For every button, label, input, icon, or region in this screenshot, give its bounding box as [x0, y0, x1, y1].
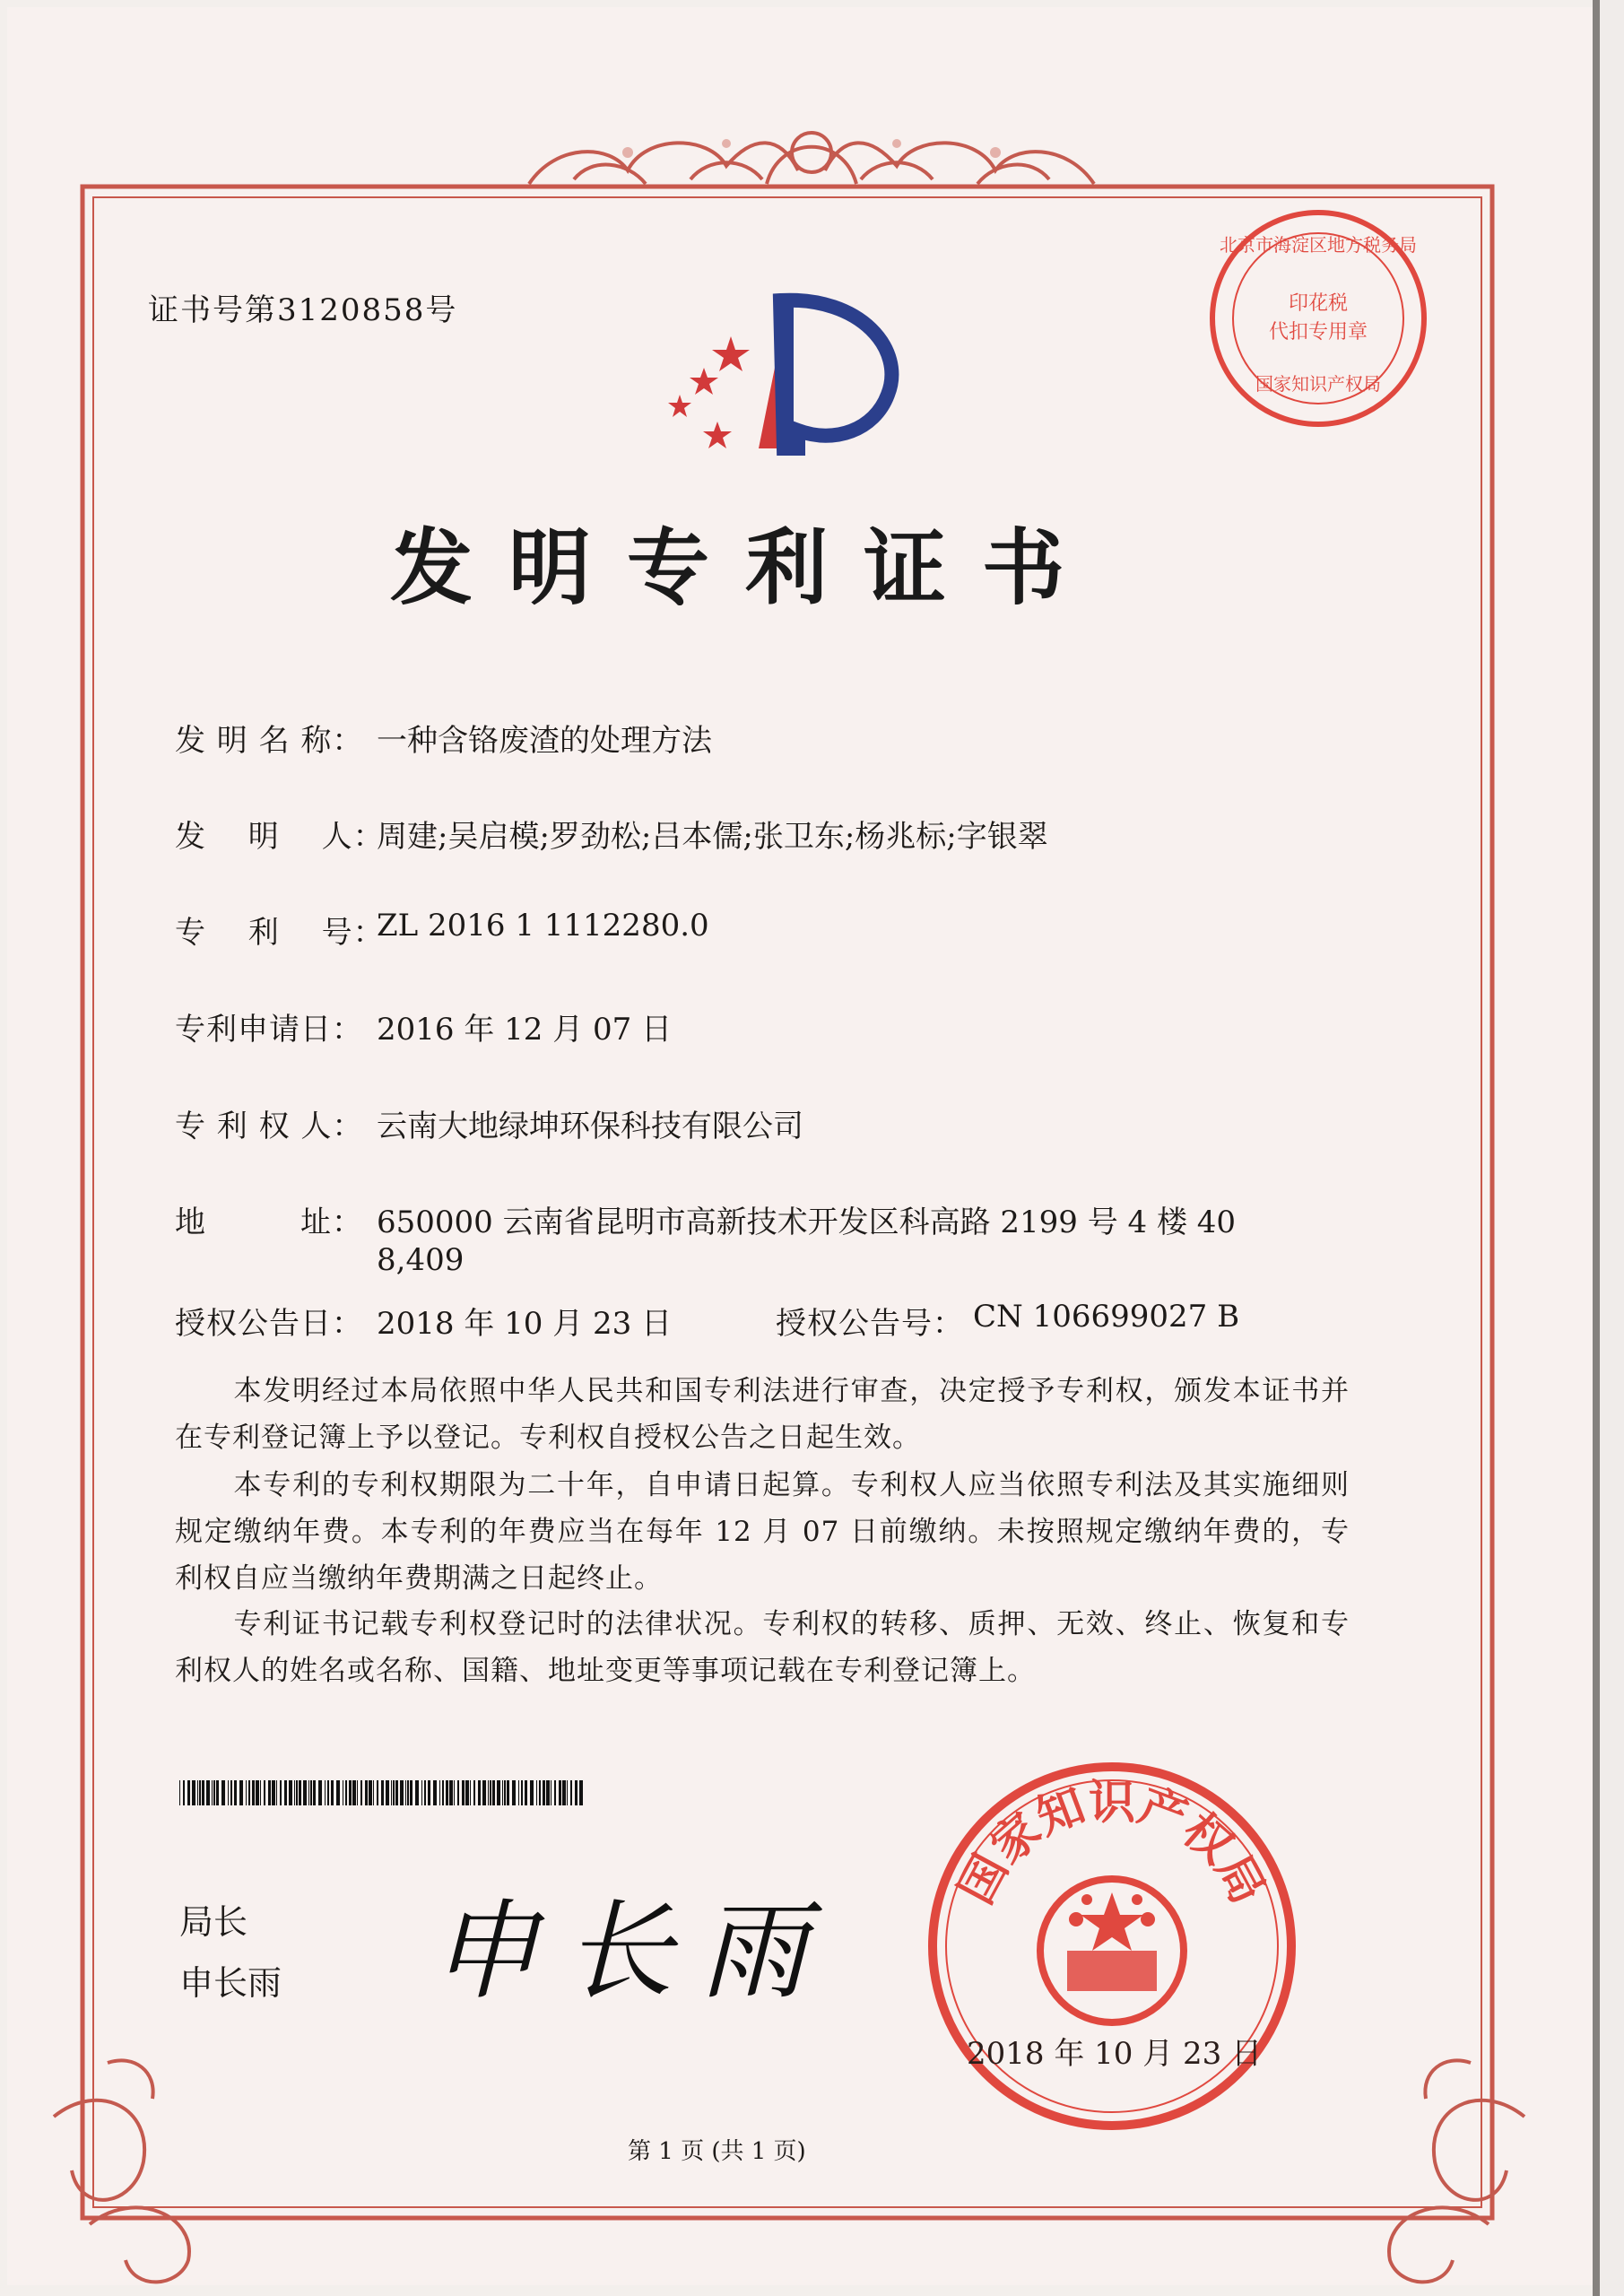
- invention-name-value: 一种含铬废渣的处理方法: [377, 723, 712, 759]
- tax-stamp-outer-text: 北京市海淀区地方税务局: [1220, 234, 1417, 256]
- seal-date: 2018 年 10 月 23 日: [967, 2036, 1263, 2072]
- grant-date-value: 2018 年 10 月 23 日: [377, 1306, 673, 1342]
- grant-number-label: 授权公告号：: [776, 1306, 964, 1342]
- national-emblem-icon: [1040, 1879, 1184, 2022]
- page-footer: 第 1 页 (共 1 页): [628, 2138, 806, 2165]
- inventors-value: 周建;吴启模;罗劲松;吕本儒;张卫东;杨兆标;字银翠: [377, 819, 1048, 855]
- tax-stamp-inner-text-1: 印花税: [1288, 292, 1349, 315]
- tax-stamp: [1202, 202, 1435, 435]
- director-name: 申长雨: [179, 1963, 282, 2003]
- official-seal: [924, 1758, 1300, 2135]
- paragraph-1: 本发明经过本局依照中华人民共和国专利法进行审查，决定授予专利权，颁发本证书并在专利登记簿上予以登记。专利权自授权公告之日起生效。: [175, 1375, 1350, 1454]
- address-value-line1: 650000 云南省昆明市高新技术开发区科高路 2199 号 4 楼 40: [377, 1205, 1237, 1240]
- address-value-line2: 8,409: [377, 1242, 465, 1278]
- patent-office-logo: [668, 296, 891, 448]
- corner-ornament-right: [1389, 2060, 1524, 2282]
- grant-date-label: 授权公告日：: [175, 1306, 363, 1342]
- application-date-label: 专利申请日：: [175, 1012, 363, 1048]
- paragraph-2: 本专利的专利权期限为二十年，自申请日起算。专利权人应当依照专利法及其实施细则规定缴纳年费。本专利的年费应当在每年 12 月 07 日前缴纳。未按照规定缴纳年费的，专利权自应当缴纳年费期满之日起终止。: [175, 1469, 1350, 1595]
- certificate-title: 发明专利证书: [390, 519, 1101, 616]
- grant-number-value: CN 106699027 B: [973, 1299, 1240, 1335]
- certificate-number: 证书号第3120858号: [148, 292, 458, 328]
- director-signature: 申长雨: [430, 1890, 834, 2014]
- paragraph-3: 专利证书记载专利权登记时的法律状况。专利权的转移、质押、无效、终止、恢复和专利权人的姓名或名称、国籍、地址变更等事项记载在专利登记簿上。: [175, 1608, 1350, 1687]
- tax-stamp-bottom-text: 国家知识产权局: [1255, 373, 1381, 395]
- corner-ornament-left: [54, 2060, 189, 2282]
- patentee-label: 专 利 权 人：: [175, 1109, 364, 1144]
- patent-number-label: 专 利 号：: [175, 915, 385, 951]
- patent-number-value: ZL 2016 1 1112280.0: [377, 908, 709, 944]
- address-label: 地 址：: [175, 1205, 363, 1240]
- application-date-value: 2016 年 12 月 07 日: [377, 1012, 673, 1048]
- top-ornament: [529, 133, 1094, 184]
- tax-stamp-inner-text-2: 代扣专用章: [1268, 321, 1368, 344]
- svg-text:国家知识产权局: [950, 1776, 1275, 1912]
- director-title: 局长: [179, 1902, 248, 1942]
- patentee-value: 云南大地绿坤环保科技有限公司: [377, 1109, 803, 1144]
- barcode: [179, 1780, 583, 1805]
- invention-name-label: 发 明 名 称：: [175, 723, 364, 759]
- inventors-label: 发 明 人：: [175, 819, 385, 855]
- seal-text: 国家知识产权局: [949, 1776, 1275, 1913]
